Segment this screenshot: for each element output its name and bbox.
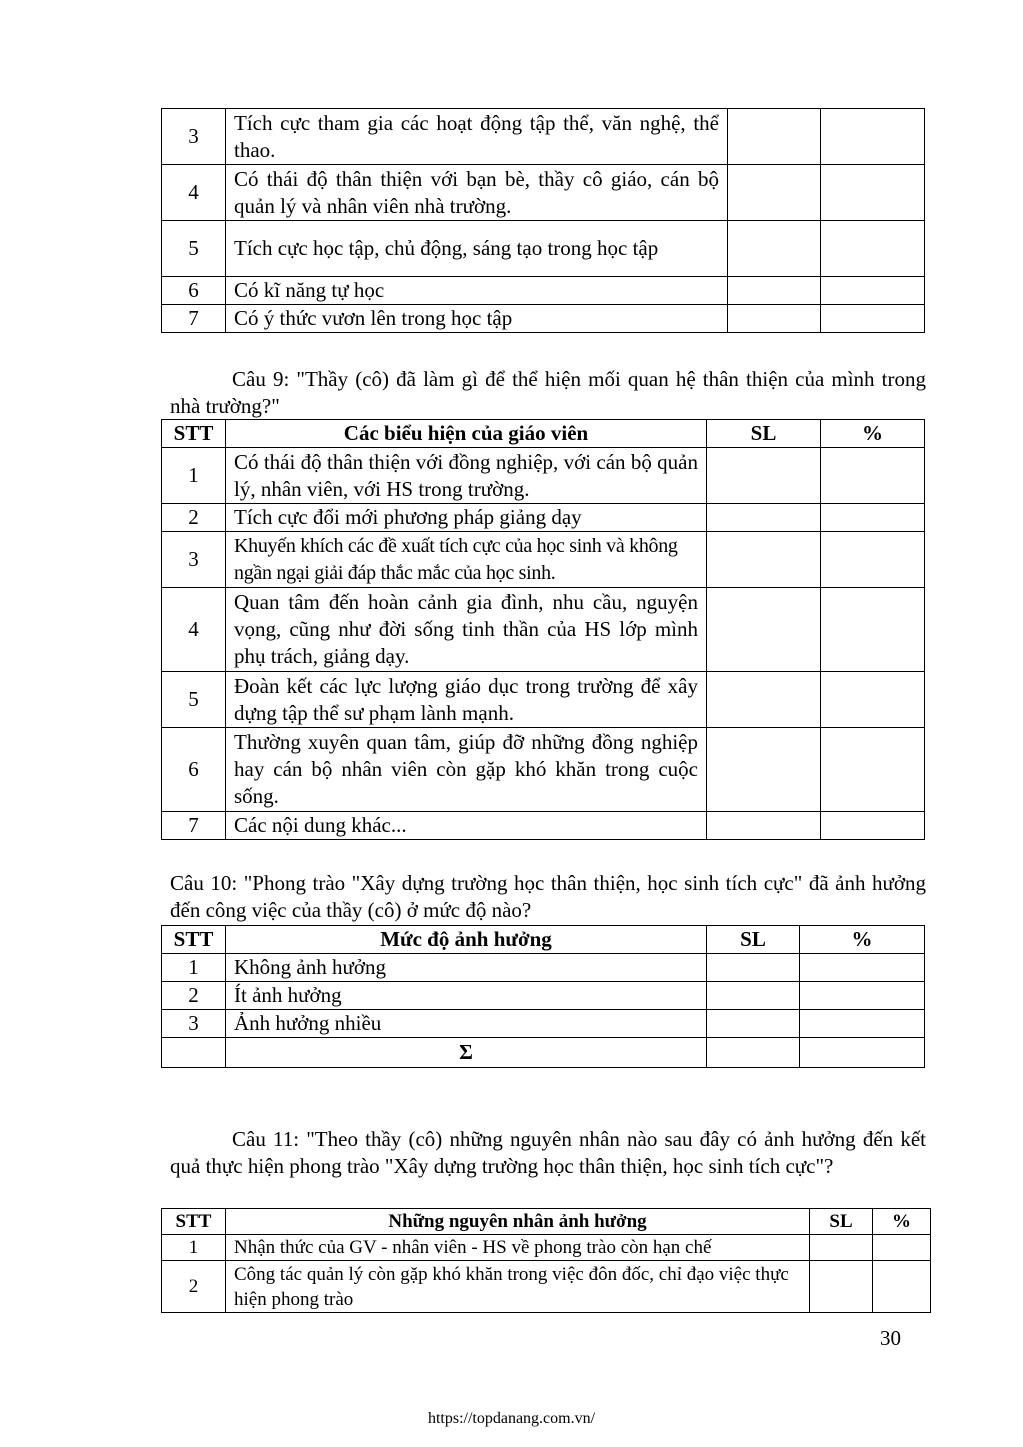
table-q11	[161, 1208, 931, 1313]
header-item: Các biểu hiện của giáo viên	[226, 420, 707, 448]
header-pct: %	[800, 926, 925, 954]
stt-cell: 1	[162, 954, 226, 982]
item-cell: Công tác quản lý còn gặp khó khăn trong việc đôn đốc, chỉ đạo việc thực hiện phong trào	[226, 1261, 810, 1313]
table-row	[162, 277, 925, 305]
stt-cell: 2	[162, 982, 226, 1010]
pct-cell	[821, 109, 925, 165]
pct-cell	[821, 165, 925, 221]
stt-cell: 7	[162, 812, 226, 840]
sl-cell	[707, 672, 821, 728]
header-stt: STT	[162, 926, 226, 954]
header-stt: STT	[162, 1209, 226, 1235]
footer-url[interactable]: https://topdanang.com.vn/	[427, 1410, 596, 1427]
item-cell: Khuyến khích các đề xuất tích cực của học sinh và không ngần ngại giải đáp thắc mắc của học sinh.	[226, 532, 707, 588]
question-9: Câu 9: "Thầy (cô) đã làm gì để thể hiện mối quan hệ thân thiện của mình trong nhà trường?"	[170, 367, 926, 418]
stt-cell: 7	[162, 305, 226, 333]
table-row	[162, 448, 925, 504]
pct-cell	[821, 277, 925, 305]
header-pct: %	[873, 1209, 931, 1235]
item-cell: Các nội dung khác...	[226, 812, 707, 840]
table-header-row	[162, 420, 925, 448]
sl-cell	[707, 812, 821, 840]
stt-cell: 4	[162, 165, 226, 221]
item-cell: Tích cực tham gia các hoạt động tập thể, văn nghệ, thể thao.	[226, 109, 728, 165]
header-item: Những nguyên nhân ảnh hưởng	[226, 1209, 810, 1235]
sl-cell	[707, 1010, 800, 1038]
header-sl: SL	[707, 420, 821, 448]
question-11: Câu 11: "Theo thầy (cô) những nguyên nhân nào sau đây có ảnh hưởng đến kết quả thực hiện phong trào "Xây dựng trường học thân thiện, học sinh tích cực"?	[170, 1127, 926, 1178]
pct-cell	[800, 1038, 925, 1068]
table-row	[162, 305, 925, 333]
item-cell: Đoàn kết các lực lượng giáo dục trong trường để xây dựng tập thể sư phạm lành mạnh.	[226, 672, 707, 728]
sl-cell	[728, 109, 821, 165]
table-row	[162, 982, 925, 1010]
item-cell: Tích cực học tập, chủ động, sáng tạo trong học tập	[226, 221, 728, 277]
sl-cell	[707, 1038, 800, 1068]
sl-cell	[728, 221, 821, 277]
table-header-row	[162, 926, 925, 954]
stt-cell: 5	[162, 221, 226, 277]
item-cell: Có ý thức vươn lên trong học tập	[226, 305, 728, 333]
sl-cell	[810, 1235, 873, 1261]
sl-cell	[707, 982, 800, 1010]
pct-cell	[821, 305, 925, 333]
pct-cell	[821, 221, 925, 277]
table-header-row	[162, 1209, 931, 1235]
header-sl: SL	[707, 926, 800, 954]
stt-cell: 3	[162, 532, 226, 588]
pct-cell	[873, 1235, 931, 1261]
pct-cell	[821, 504, 925, 532]
sl-cell	[707, 588, 821, 672]
pct-cell	[873, 1261, 931, 1313]
stt-cell: 4	[162, 588, 226, 672]
item-cell: Có kĩ năng tự học	[226, 277, 728, 305]
stt-cell: 1	[162, 448, 226, 504]
stt-cell: 3	[162, 1010, 226, 1038]
sigma-cell: Σ	[226, 1038, 707, 1068]
page-number: 30	[880, 1326, 901, 1350]
item-cell: Ảnh hưởng nhiều	[226, 1010, 707, 1038]
stt-cell	[162, 1038, 226, 1068]
header-pct: %	[821, 420, 925, 448]
stt-cell: 2	[162, 1261, 226, 1313]
sl-cell	[707, 504, 821, 532]
table-row	[162, 504, 925, 532]
table-row	[162, 1235, 931, 1261]
table-row	[162, 165, 925, 221]
item-cell: Thường xuyên quan tâm, giúp đỡ những đồng nghiệp hay cán bộ nhân viên còn gặp khó khăn trong cuộc sống.	[226, 728, 707, 812]
table-q10	[161, 925, 925, 1068]
item-cell: Ít ảnh hưởng	[226, 982, 707, 1010]
pct-cell	[821, 728, 925, 812]
table-row	[162, 532, 925, 588]
pct-cell	[821, 672, 925, 728]
header-sl: SL	[810, 1209, 873, 1235]
pct-cell	[821, 588, 925, 672]
item-cell: Không ảnh hưởng	[226, 954, 707, 982]
stt-cell: 6	[162, 728, 226, 812]
sl-cell	[707, 448, 821, 504]
stt-cell: 3	[162, 109, 226, 165]
stt-cell: 2	[162, 504, 226, 532]
sl-cell	[728, 305, 821, 333]
pct-cell	[821, 532, 925, 588]
sl-cell	[707, 532, 821, 588]
stt-cell: 6	[162, 277, 226, 305]
stt-cell: 5	[162, 672, 226, 728]
item-cell: Nhận thức của GV - nhân viên - HS về phong trào còn hạn chế	[226, 1235, 810, 1261]
pct-cell	[800, 1010, 925, 1038]
table-q9	[161, 419, 925, 840]
table-row	[162, 1261, 931, 1313]
item-cell: Quan tâm đến hoàn cảnh gia đình, nhu cầu, nguyện vọng, cũng như đời sống tinh thần của HS lớp mình phụ trách, giảng dạy.	[226, 588, 707, 672]
table-row	[162, 588, 925, 672]
sl-cell	[728, 165, 821, 221]
table-row	[162, 954, 925, 982]
pct-cell	[821, 812, 925, 840]
item-cell: Có thái độ thân thiện với bạn bè, thầy cô giáo, cán bộ quản lý và nhân viên nhà trường.	[226, 165, 728, 221]
sl-cell	[810, 1261, 873, 1313]
stt-cell: 1	[162, 1235, 226, 1261]
table-row	[162, 109, 925, 165]
sl-cell	[728, 277, 821, 305]
pct-cell	[821, 448, 925, 504]
question-10: Câu 10: "Phong trào "Xây dựng trường học thân thiện, học sinh tích cực" đã ảnh hưởng đến công việc của thầy (cô) ở mức độ nào?	[170, 871, 926, 922]
table-q8-continued	[161, 108, 925, 333]
table-row	[162, 1010, 925, 1038]
item-cell: Có thái độ thân thiện với đồng nghiệp, với cán bộ quản lý, nhân viên, với HS trong trường.	[226, 448, 707, 504]
table-row	[162, 728, 925, 812]
pct-cell	[800, 982, 925, 1010]
table-row	[162, 812, 925, 840]
table-row	[162, 221, 925, 277]
header-item: Mức độ ảnh hưởng	[226, 926, 707, 954]
item-cell: Tích cực đổi mới phương pháp giảng dạy	[226, 504, 707, 532]
header-stt: STT	[162, 420, 226, 448]
sl-cell	[707, 954, 800, 982]
pct-cell	[800, 954, 925, 982]
table-total-row	[162, 1038, 925, 1068]
table-row	[162, 672, 925, 728]
sl-cell	[707, 728, 821, 812]
